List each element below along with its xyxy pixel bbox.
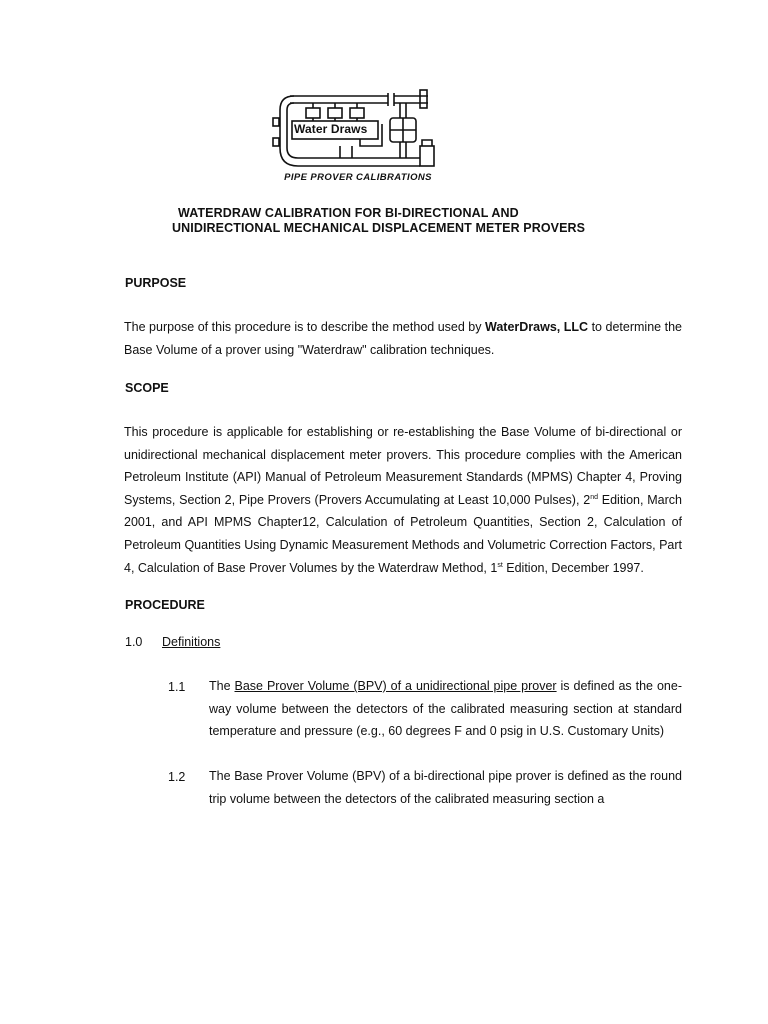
- scope-sup-2: st: [497, 561, 503, 569]
- item-text-1-2: The Base Prover Volume (BPV) of a bi-directional pipe prover is defined as the round trip volume between the detectors of the calibrated measuring section a: [209, 769, 682, 806]
- item-text-1-1: [209, 675, 682, 743]
- section-number: 1.0: [125, 635, 143, 649]
- scope-paragraph: [124, 421, 682, 579]
- item-1-1-underlined-term: Base Prover Volume (BPV) of a unidirectional pipe prover: [234, 679, 557, 693]
- scope-text-2: Edition, March 2001, and API MPMS Chapter12, Calculation of Petroleum Quantities, Section 2, Calculation of Petroleum Quantities Using Dynamic Measurement Methods and Volumetric Correction Factors, Part 4, Calculation of Base Prover Volumes by the Waterdraw Method, 1: [124, 492, 682, 575]
- logo-caption: PIPE PROVER CALIBRATIONS: [284, 172, 432, 183]
- scope-text-1: This procedure is applicable for establishing or re-establishing the Base Volume of bi-directional or unidirectional mechanical displacement meter provers. This procedure complies with the American Petroleum Institute (API) Manual of Petroleum Measurement Standards (MPMS) Chapter 4, Proving Systems, Section 2, Pipe Provers (Provers Accumulating at Least 10,000 Pulses), 2: [124, 425, 682, 507]
- section-title: Definitions: [162, 635, 221, 649]
- purpose-heading: PURPOSE: [125, 276, 187, 290]
- purpose-text-2: to determine the Base Volume of a prover using "Waterdraw" calibration techniques.: [124, 320, 682, 357]
- scope-text-3: Edition, December 1997.: [502, 560, 644, 575]
- scope-sup-1: nd: [590, 493, 598, 501]
- logo-name: Water Draws: [294, 122, 368, 136]
- document-title-line-1: WATERDRAW CALIBRATION FOR BI-DIRECTIONAL AND: [178, 206, 519, 220]
- purpose-paragraph: [124, 316, 682, 361]
- item-number-1-2: 1.2: [168, 770, 186, 784]
- purpose-text-1: The purpose of this procedure is to describe the method used by: [124, 320, 486, 334]
- item-number-1-1: 1.1: [168, 680, 186, 694]
- company-name: WaterDraws, LLC: [485, 320, 589, 334]
- procedure-heading: PROCEDURE: [125, 598, 205, 612]
- item-1-1-prefix: The: [209, 679, 235, 693]
- document-title-line-2: UNIDIRECTIONAL MECHANICAL DISPLACEMENT METER PROVERS: [172, 221, 586, 235]
- scope-heading: SCOPE: [125, 381, 169, 395]
- item-1-1-body: is defined as the one-way volume between the detectors of the calibrated measuring section at standard temperature and pressure (e.g., 60 degrees F and 0 psig in U.S. Customary Units): [209, 679, 682, 739]
